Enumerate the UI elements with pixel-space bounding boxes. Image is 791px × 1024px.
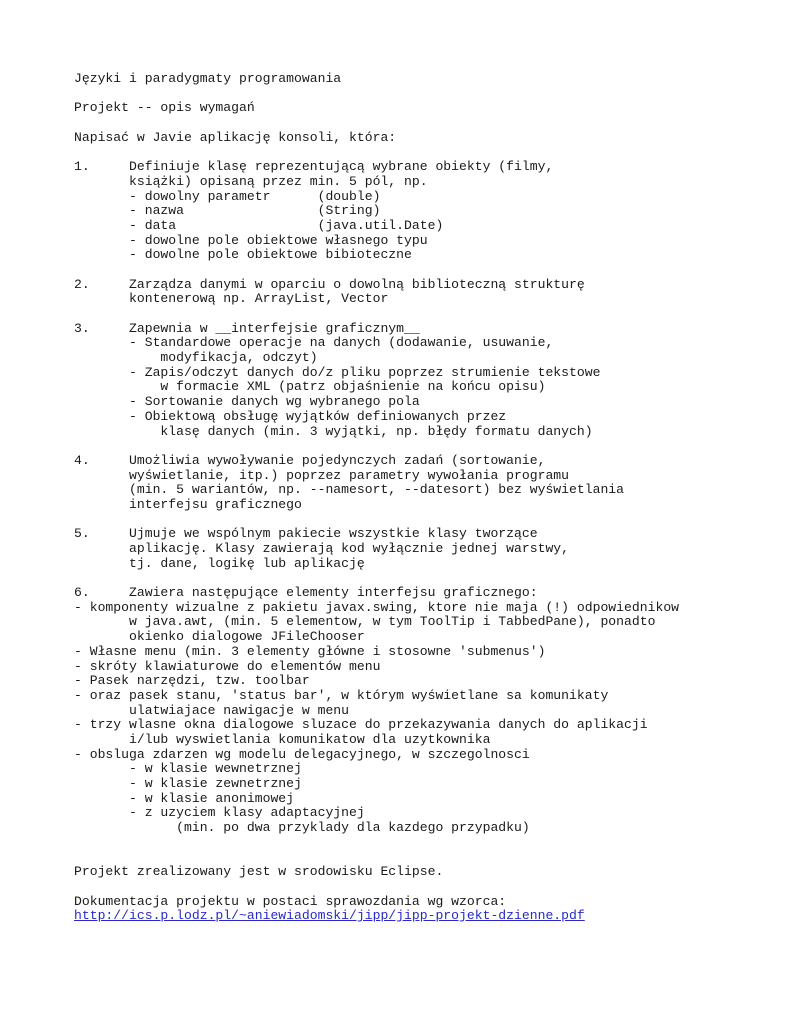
requirement-line: - Obiektową obsługę wyjątków definiowanych przez — [74, 408, 507, 424]
requirement-line: (min. 5 wariantów, np. --namesort, --datesort) bez wyświetlania — [74, 482, 625, 498]
requirement-line: w formacie XML (patrz objaśnienie na końcu opisu) — [74, 379, 546, 395]
documentation-line — [74, 909, 679, 924]
requirement-line: - skróty klawiaturowe do elementów menu — [74, 658, 381, 674]
requirement-line: (min. po dwa przyklady dla kazdego przypadku) — [74, 820, 530, 836]
documentation-label: Dokumentacja projektu w postaci sprawozdania wg wzorca: — [74, 893, 507, 909]
requirement-line: - dowolne pole obiektowe własnego typu — [74, 232, 428, 248]
requirement-section — [74, 586, 679, 836]
requirement-line: i/lub wyswietlania komunikatow dla uzytkownika — [74, 731, 491, 747]
requirement-line: książki) opisaną przez min. 5 pól, np. — [74, 173, 428, 189]
spacer — [74, 145, 679, 160]
requirement-line: 4. Umożliwia wywoływanie pojedynczych zadań (sortowanie, — [74, 452, 546, 468]
requirement-line: 6. Zawiera następujące elementy interfejsu graficznego: — [74, 585, 538, 601]
requirement-line: 5. Ujmuje we wspólnym pakiecie wszystkie klasy tworzące — [74, 526, 538, 542]
requirement-line: - trzy wlasne okna dialogowe sluzace do przekazywania danych do aplikacji — [74, 717, 648, 733]
intro-line: Napisać w Javie aplikację konsoli, która: — [74, 129, 397, 145]
document-title: Języki i paradygmaty programowania — [74, 71, 342, 86]
requirement-line: okienko dialogowe JFileChooser — [74, 629, 365, 645]
spacer — [74, 571, 679, 586]
requirement-section — [74, 527, 679, 571]
requirement-line: - w klasie zewnetrznej — [74, 776, 302, 791]
spacer — [74, 307, 679, 322]
requirement-line: klasę danych (min. 3 wyjątki, np. błędy formatu danych) — [74, 423, 593, 439]
requirement-line: aplikację. Klasy zawierają kod wyłącznie jednej warstwy, — [74, 541, 570, 556]
spacer — [74, 439, 679, 454]
spacer — [74, 880, 679, 895]
requirement-line: - w klasie wewnetrznej — [74, 761, 302, 777]
requirement-line: 1. Definiuje klasę reprezentującą wybrane obiekty (filmy, — [74, 159, 554, 175]
requirement-line: - oraz pasek stanu, 'status bar', w którym wyświetlane sa komunikaty — [74, 687, 609, 703]
requirement-line: interfejsu graficznego — [74, 496, 302, 512]
requirement-line: - Standardowe operacje na danych (dodawanie, usuwanie, — [74, 335, 554, 351]
requirement-line: - obsluga zdarzen wg modelu delegacyjnego, w szczegolnosci — [74, 746, 530, 762]
spacer — [74, 513, 679, 528]
requirement-line: - komponenty wizualne z pakietu javax.swing, ktore nie maja (!) odpowiednikow — [74, 599, 680, 615]
spacer — [74, 263, 679, 278]
requirement-section — [74, 454, 679, 513]
requirement-line: 2. Zarządza danymi w oparciu o dowolną biblioteczną strukturę — [74, 276, 585, 292]
spacer — [74, 850, 679, 865]
requirement-line: ulatwiajace nawigacje w menu — [74, 702, 350, 718]
requirement-line: - dowolne pole obiektowe bibioteczne — [74, 247, 412, 263]
spacer — [74, 836, 679, 851]
requirement-line: wyświetlanie, itp.) poprzez parametry wywołania programu — [74, 467, 570, 483]
requirement-line: - Sortowanie danych wg wybranego pola — [74, 394, 420, 410]
requirement-section — [74, 160, 679, 263]
documentation-link[interactable]: http://ics.p.lodz.pl/~aniewiadomski/jipp/jipp-projekt-dzienne.pdf — [74, 908, 585, 924]
environment-note: Projekt zrealizowany jest w srodowisku Eclipse. — [74, 864, 444, 880]
requirement-line: tj. dane, logikę lub aplikację — [74, 555, 365, 571]
requirement-line: - Pasek narzędzi, tzw. toolbar — [74, 673, 310, 689]
requirement-line: - dowolny parametr (double) — [74, 188, 381, 204]
requirement-section — [74, 322, 679, 440]
requirement-line: 3. Zapewnia w __interfejsie graficznym__ — [74, 320, 420, 336]
requirement-line: - w klasie anonimowej — [74, 790, 295, 806]
requirement-line: - Własne menu (min. 3 elementy główne i stosowne 'submenus') — [74, 643, 546, 659]
requirement-line: - z uzyciem klasy adaptacyjnej — [74, 805, 365, 821]
requirement-line: - Zapis/odczyt danych do/z pliku poprzez strumienie tekstowe — [74, 364, 601, 380]
requirement-section — [74, 278, 679, 307]
requirement-line: modyfikacja, odczyt) — [74, 350, 318, 366]
spacer — [74, 116, 679, 131]
requirement-line: w java.awt, (min. 5 elementow, w tym ToolTip i TabbedPane), ponadto — [74, 614, 656, 630]
document-body — [74, 72, 679, 924]
requirement-line: - nazwa (String) — [74, 203, 381, 219]
requirement-line: kontenerową np. ArrayList, Vector — [74, 291, 389, 307]
spacer — [74, 87, 679, 102]
requirement-line: - data (java.util.Date) — [74, 217, 444, 233]
requirements-list — [74, 160, 679, 850]
document-subtitle: Projekt -- opis wymagań — [74, 100, 255, 116]
